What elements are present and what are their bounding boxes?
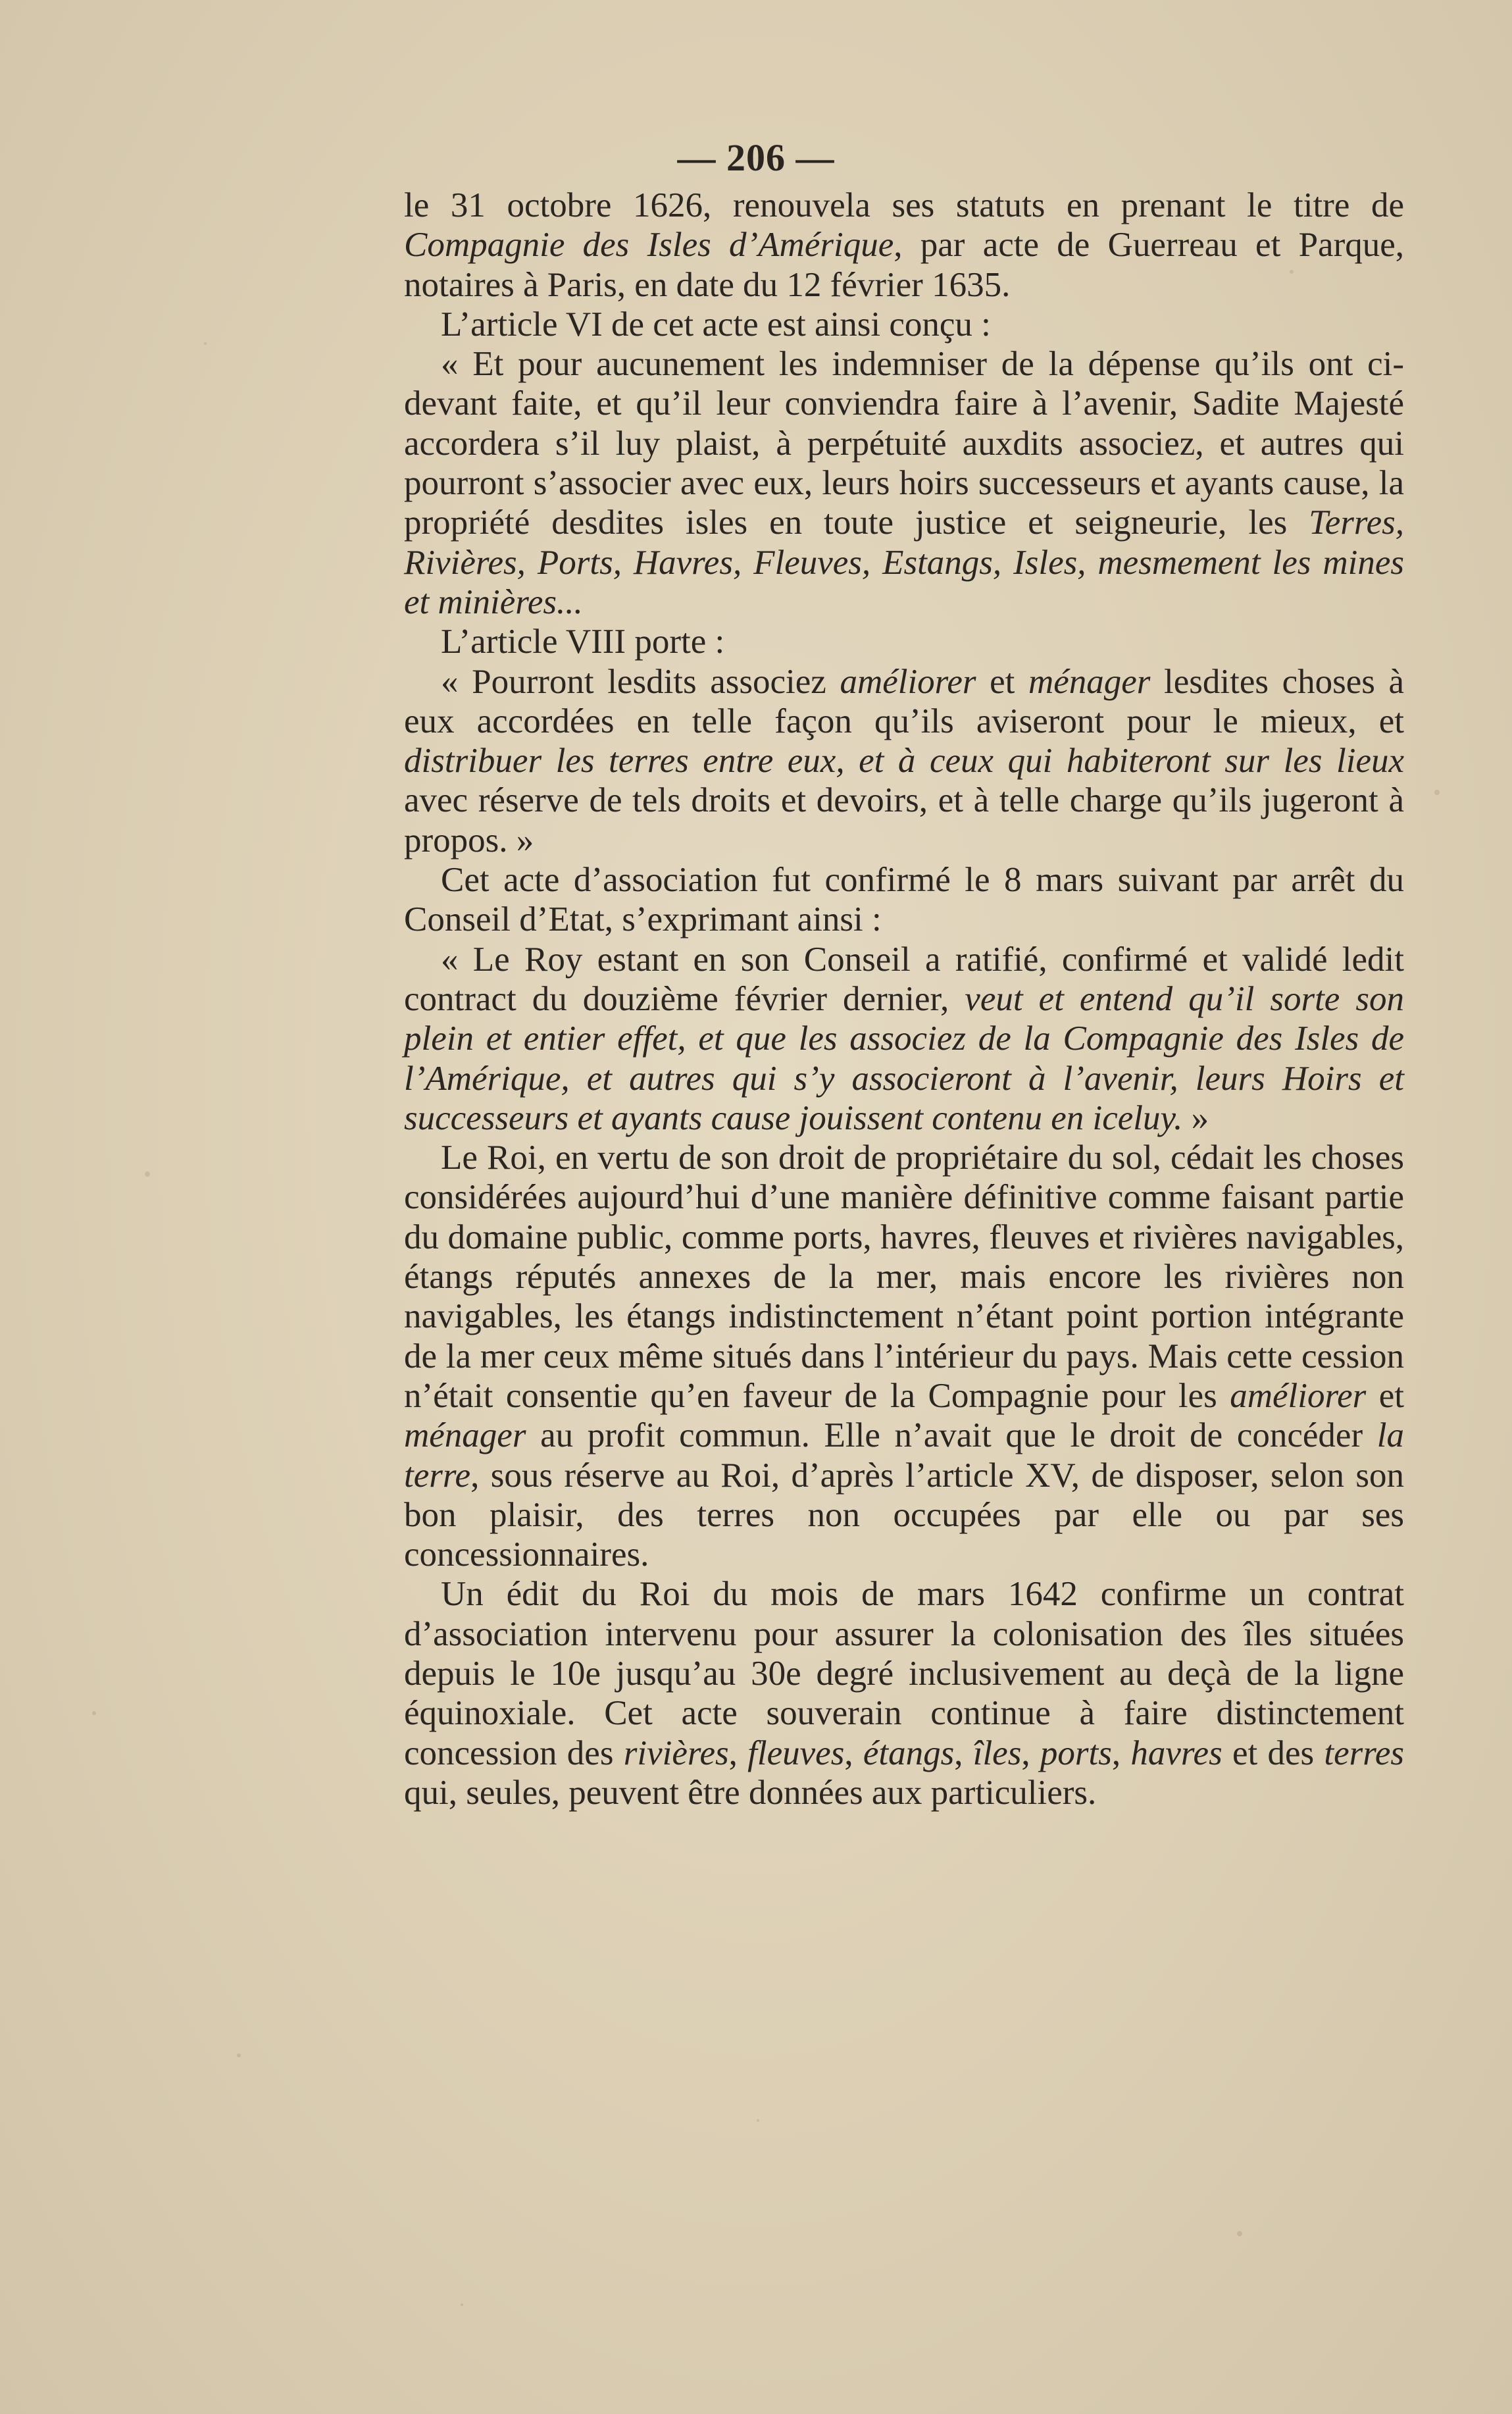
paragraph [404,940,1404,1138]
text-run: « Le Roy estant en son Conseil a ratifié, confirmé et validé ledit contract du douzième février dernier, [404,940,1404,1018]
paper-speck [1434,790,1440,795]
italic-text: Compagnie des Isles d’Amérique [404,226,894,265]
body-text [404,186,1404,1812]
italic-text: Terres, Rivières, Ports, Havres, Fleuves, Estangs, Isles, mesmement les mines et minières... [404,503,1404,621]
italic-text: havres [1130,1733,1222,1772]
text-run: , [844,1733,863,1772]
paper-speck [145,1171,150,1177]
italic-text: îles [972,1733,1022,1772]
italic-text: ports [1040,1733,1112,1772]
paper-speck [237,2053,241,2057]
italic-text: rivières [623,1733,729,1772]
page-number: — 206 — [677,136,835,179]
paper-speck [757,2119,759,2122]
text-run: lesdites choses à eux accordées en telle façon qu’ils aviseront pour le mieux, et [404,662,1405,740]
text-run: Le Roi, en vertu de son droit de propriétaire du sol, cédait les choses considérées aujourd’hui d’une manière définitive comme faisant partie du domaine public, comme ports, havres, fleuves et rivières navigables, étangs réputés annexes de la mer, mais encore les rivières non navigables, les étangs indistinctement n’étant point portion intégrante de la mer ceux même situés dans l’intérieur du pays. Mais cette cession n’était consentie qu’en faveur de la Compagnie pour les [404,1139,1404,1415]
text-run: » [1182,1098,1209,1137]
italic-text: terres [1324,1733,1405,1772]
text-run: et des [1222,1733,1324,1772]
text-run: , par acte de Guerreau et Parque, notaires à Paris, en date du 12 février 1635. [404,226,1405,304]
text-run: avec réserve de tels droits et devoirs, et à telle charge qu’ils jugeront à propos. » [404,781,1404,860]
text-run: L’article VIII porte : [441,623,725,661]
italic-text: améliorer [1230,1376,1367,1415]
text-run: , [954,1733,973,1772]
text-run: Un édit du Roi du mois de mars 1642 confirme un contrat d’association intervenu pour assurer la colonisation des îles situées depuis le 10e jusqu’au 30e degré inclusivement au deçà de la ligne équinoxiale. Cet acte souverain continue à faire distinctement concession des [404,1575,1404,1772]
text-run: et [976,662,1028,701]
paper-speck [1355,1481,1358,1483]
italic-text: ménager [1028,662,1151,701]
paragraph [404,1574,1404,1812]
text-run: « Et pour aucunement les indemniser de la dépense qu’ils ont ci-devant faite, et qu’il leur conviendra faire à l’avenir, Sadite Majesté accordera s’il luy plaist, à perpétuité auxdits associez, et autres qui pourront s’associer avec eux, leurs hoirs successeurs et ayants cause, la propriété desdites isles en toute justice et seigneurie, les [404,345,1404,542]
text-run: et [1366,1376,1405,1415]
paragraph [404,344,1404,622]
paragraph [404,860,1404,940]
text-run: « Pourront lesdits associez [441,662,840,701]
italic-text: ménager [404,1416,526,1455]
paper-speck [461,2303,463,2306]
italic-text: étangs [863,1733,955,1772]
paper-speck [1290,270,1294,274]
paragraph [404,305,1404,344]
paragraph [404,662,1404,860]
paper-speck [92,1711,96,1715]
text-run: , [1021,1733,1040,1772]
italic-text: veut et entend qu’il sorte son plein et entier effet, et que les associez de la Compagnie des Isles de l’Amérique, et autres qui s’y associeront à l’avenir, leurs Hoirs et successeurs et ayants cause jouissent contenu en iceluy. [404,979,1404,1137]
italic-text: distribuer les terres entre eux, et à ceux qui habiteront sur les lieux [404,742,1404,781]
italic-text: améliorer [840,662,976,701]
text-run: L’article VI de cet acte est ainsi conçu : [441,305,991,344]
text-run: le 31 octobre 1626, renouvela ses statuts en prenant le titre de [404,186,1404,224]
text-run: , [1111,1733,1131,1772]
text-run: qui, seules, peuvent être données aux particuliers. [404,1773,1097,1812]
paper-speck [204,342,207,345]
paper-speck [1237,2231,1242,2236]
italic-text: la terre [404,1416,1404,1495]
italic-text: fleuves [747,1733,845,1772]
text-run: Cet acte d’association fut confirmé le 8 mars suivant par arrêt du Conseil d’Etat, s’exprimant ainsi : [404,861,1404,939]
paragraph [404,1138,1404,1574]
text-run: , [728,1733,748,1772]
text-run: au profit commun. Elle n’avait que le droit de concéder [526,1416,1377,1455]
paragraph [404,622,1404,661]
text-run: , sous réserve au Roi, d’après l’article XV, de disposer, selon son bon plaisir, des terres non occupées par elle ou par ses concessionnaires. [404,1456,1404,1574]
paragraph [404,186,1404,305]
